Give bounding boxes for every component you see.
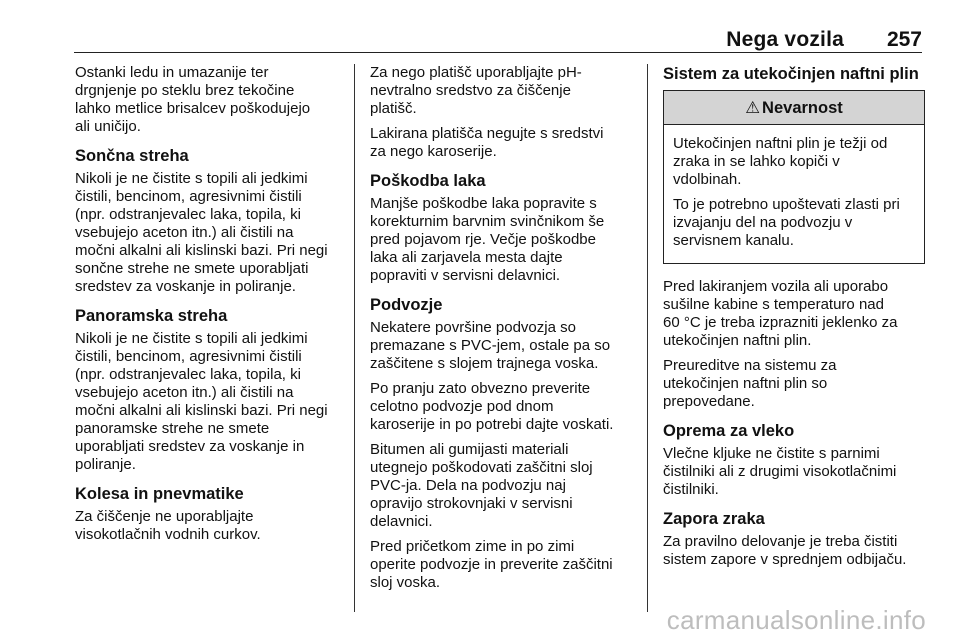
column-middle [370,64,646,599]
panoramic-roof-paragraph: Nikoli je ne čistite s topili ali jedkimi čistili, bencinom, agresivnimi čistili (npr. odstranjevalec laka, topila, ki vsebujejo aceton itn.) ali čistili na močni alkalni ali kislinski bazi. Pri negi panoramske strehe ne smete uporabljati sredstev za voskanje in poliranje. [75,330,328,473]
danger-box [663,90,925,264]
column-divider [354,64,355,612]
paint-damage-heading: Poškodba laka [370,172,486,190]
towing-equipment-paragraph: Vlečne kljuke ne čistite s parnimi čistilniki ali z drugimi visokotlačnimi čistilniki. [663,445,897,498]
warning-triangle-icon: ⚠ [745,99,761,117]
towing-equipment-heading: Oprema za vleko [663,422,795,440]
underbody-heading: Podvozje [370,296,443,314]
sunroof-heading: Sončna streha [75,147,189,165]
section-title: Nega vozila [726,28,844,51]
underbody-paragraph-3: Bitumen ali gumijasti materiali utegnejo poškodovati zaščitni sloj PVC-ja. Dela na podvozju naj opravijo strokovnjaki v servisni delavnici. [370,441,593,530]
intro-paragraph: Ostanki ledu in umazanije ter drgnjenje po steklu brez tekočine lahko metlice brisalcev poškodujejo ali uničijo. [75,64,311,135]
paint-damage-paragraph: Manjše poškodbe laka popravite s korekturnim barvnim svinčnikom še pred pojavom rje. Večje poškodbe laka ali zarjavela mesta dajte popraviti v servisni delavnici. [370,195,605,284]
underbody-paragraph-2: Po pranju zato obvezno preverite celotno podvozje pod dnom karoserije in po potrebi dajte voskati. [370,380,614,433]
column-left [75,64,350,551]
danger-title: Nevarnost [762,99,843,117]
danger-box-body [664,125,924,263]
rims-paragraph-1: Za nego platišč uporabljajte pH- nevtralno sredstvo za čiščenje platišč. [370,64,582,117]
watermark: carmanualsonline.info [666,605,926,635]
danger-paragraph-1: Utekočinjen naftni plin je težji od zraka in se lahko kopiči v vdolbinah. [673,135,888,188]
rims-paragraph-2: Lakirana platišča negujte s sredstvi za nego karoserije. [370,125,604,160]
column-right [663,64,925,576]
air-shutter-paragraph: Za pravilno delovanje je treba čistiti sistem zapore v sprednjem odbijaču. [663,533,907,568]
wheels-tyres-heading: Kolesa in pnevmatike [75,485,244,503]
danger-paragraph-2: To je potrebno upoštevati zlasti pri izvajanju del na podvozju v servisnem kanalu. [673,196,900,249]
wheels-tyres-paragraph: Za čiščenje ne uporabljajte visokotlačnih vodnih curkov. [75,508,261,543]
danger-box-header [664,91,924,125]
lpg-system-heading: Sistem za utekočinjen naftni plin [663,65,919,83]
lpg-paragraph-2: Preureditve na sistemu za utekočinjen naftni plin so prepovedane. [663,357,837,410]
underbody-paragraph-4: Pred pričetkom zime in po zimi operite podvozje in preverite zaščitni sloj voska. [370,538,613,591]
air-shutter-heading: Zapora zraka [663,510,765,528]
column-divider [647,64,648,612]
panoramic-roof-heading: Panoramska streha [75,307,228,325]
underbody-paragraph-1: Nekatere površine podvozja so premazane s PVC-jem, ostale pa so zaščitene s slojem trajnega voska. [370,319,611,372]
page-header [74,28,922,53]
sunroof-paragraph: Nikoli je ne čistite s topili ali jedkimi čistili, bencinom, agresivnimi čistili (npr. odstranjevalec laka, topila, ki vsebujejo aceton itn.) ali čistili na močni alkalni ali kislinski bazi. Pri negi sončne strehe ne smete uporabljati sredstev za voskanje in poliranje. [75,170,328,295]
lpg-paragraph-1: Pred lakiranjem vozila ali uporabo sušilne kabine s temperaturo nad 60 °C je treba izprazniti jeklenko za utekočinjen naftni plin. [663,278,898,349]
page-number: 257 [886,28,922,51]
